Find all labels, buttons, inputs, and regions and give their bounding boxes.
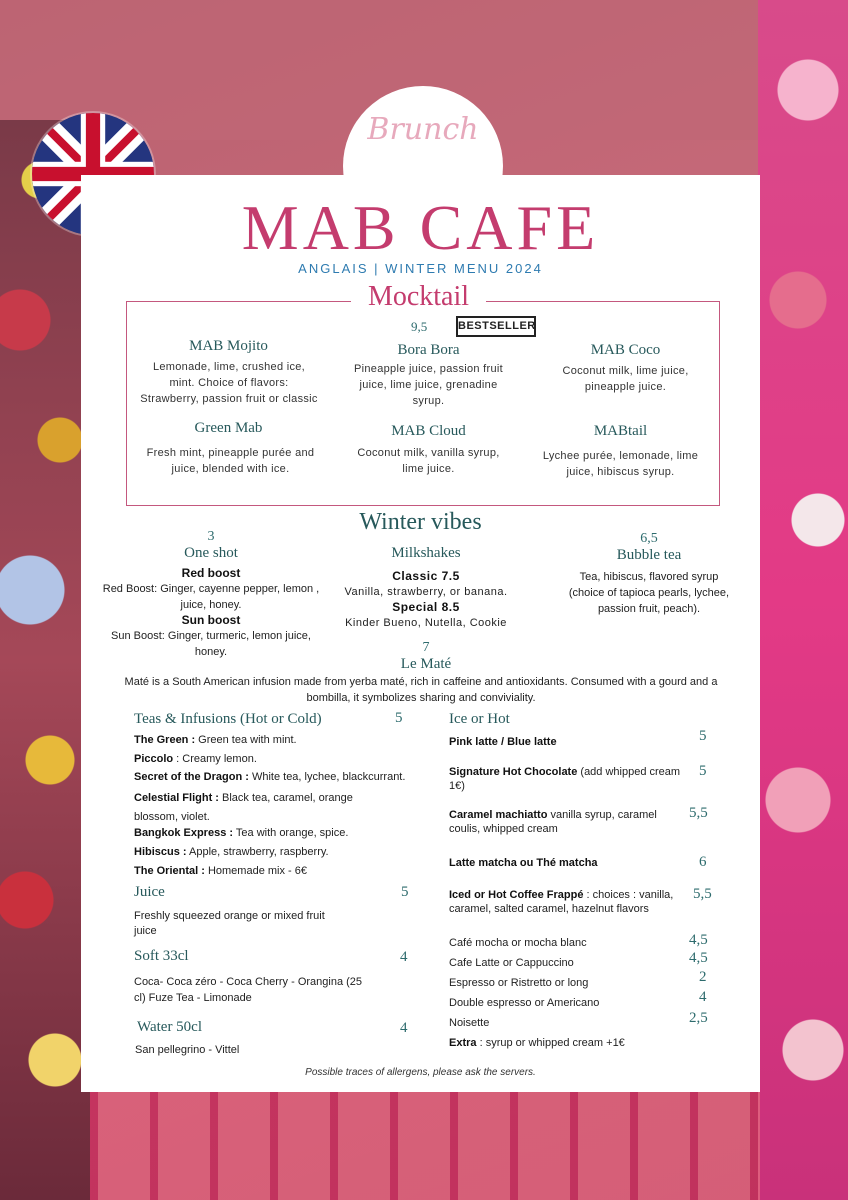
red-boost-title: Red boost — [181, 566, 241, 580]
milkshake-special: Special 8.5 — [392, 600, 460, 614]
sun-boost-title: Sun boost — [181, 613, 241, 627]
mocktail-item-name: MABtail — [593, 423, 648, 439]
page-title: MAB CAFE — [241, 192, 600, 263]
mate-price: 7 — [422, 640, 430, 655]
pink-door-decoration — [90, 1092, 760, 1200]
soft-title: Soft 33cl — [134, 948, 189, 964]
mate-desc: Maté is a South American infusion made from yerba maté, rich in caffeine and antioxidants. Consumed with a gourd and a bombilla, it symbolizes sharing and conviviality. — [124, 676, 718, 704]
soft-desc: Coca- Coca zéro - Coca Cherry - Orangina (25 cl) Fuze Tea - Limonade — [134, 976, 363, 1004]
icehot-price: 5,5 — [693, 886, 712, 902]
mocktail-title: Mocktail — [351, 281, 486, 313]
teas-price: 5 — [395, 710, 403, 726]
icehot-simple-item: Double espresso or Americano — [449, 997, 600, 1009]
red-boost-desc: Red Boost: Ginger, cayenne pepper, lemon , juice, honey. — [102, 583, 320, 611]
icehot-simple-item: Cafe Latte or Cappuccino — [449, 957, 574, 969]
icehot-item: Latte matcha ou Thé matcha — [449, 857, 598, 869]
mocktail-item-name: MAB Mojito — [189, 338, 268, 354]
tea-item: Secret of the Dragon : White tea, lychee, blackcurrant. — [134, 771, 406, 783]
icehot-price: 6 — [699, 854, 707, 870]
milkshake-classic: Classic 7.5 — [392, 569, 460, 583]
soft-price: 4 — [400, 949, 408, 965]
water-price: 4 — [400, 1020, 408, 1036]
mocktail-item-name: MAB Cloud — [391, 423, 466, 439]
bubble-tea-title: Bubble tea — [616, 547, 682, 563]
teas-title: Teas & Infusions (Hot or Cold) — [134, 711, 322, 727]
water-desc: San pellegrino - Vittel — [135, 1044, 240, 1056]
mocktail-item-name: MAB Coco — [590, 342, 661, 358]
juice-desc: Freshly squeezed orange or mixed fruit juice — [134, 910, 325, 937]
mate-title: Le Maté — [400, 656, 452, 672]
tea-item: The Oriental : Homemade mix - 6€ — [134, 865, 307, 877]
mocktail-item-desc: Lemonade, lime, crushed ice, mint. Choice of flavors: Strawberry, passion fruit or classic — [140, 361, 318, 405]
mocktail-item-desc: Lychee purée, lemonade, lime juice, hibiscus syrup. — [542, 450, 699, 478]
mocktail-item-name: Bora Bora — [397, 342, 460, 358]
mocktail-item-desc: Fresh mint, pineapple purée and juice, blended with ice. — [146, 447, 315, 475]
mocktail-item-desc: Coconut milk, vanilla syrup, lime juice. — [357, 447, 500, 475]
extra-line: Extra : syrup or whipped cream +1€ — [449, 1037, 625, 1049]
icehot-price: 5 — [699, 763, 707, 779]
icehot-price: 5,5 — [689, 805, 708, 821]
juice-title: Juice — [134, 884, 165, 900]
winter-vibes-title: Winter vibes — [359, 509, 482, 535]
bubble-tea-desc: Tea, hibiscus, flavored syrup (choice of tapioca pearls, lychee, passion fruit, peach). — [568, 571, 730, 615]
water-title: Water 50cl — [137, 1019, 203, 1035]
milkshake-classic-desc: Vanilla, strawberry, or banana. — [344, 586, 508, 598]
page-subtitle: ANGLAIS | WINTER MENU 2024 — [298, 261, 543, 276]
milkshakes-title: Milkshakes — [391, 545, 461, 561]
icehot-price: 5 — [699, 728, 707, 744]
mocktail-price: 9,5 — [411, 319, 428, 334]
tea-item: Bangkok Express : Tea with orange, spice. — [134, 827, 349, 839]
icehot-simple-price: 2 — [699, 969, 707, 985]
icehot-title: Ice or Hot — [449, 711, 510, 727]
sun-boost-desc: Sun Boost: Ginger, turmeric, lemon juice, honey. — [111, 630, 311, 658]
tea-item: The Green : Green tea with mint. — [134, 734, 297, 746]
oneshot-title: One shot — [184, 545, 238, 561]
icehot-simple-price: 4 — [699, 989, 707, 1005]
icehot-simple-item: Espresso or Ristretto or long — [449, 977, 589, 989]
bubble-tea-price: 6,5 — [640, 531, 658, 546]
icehot-simple-item: Café mocha or mocha blanc — [449, 937, 587, 949]
icehot-simple-price: 2,5 — [689, 1010, 708, 1026]
menu-card — [81, 175, 760, 1092]
icehot-simple-price: 4,5 — [689, 950, 708, 966]
mocktail-item-name: Green Mab — [194, 420, 263, 436]
icehot-item: Caramel machiatto vanilla syrup, caramel coulis, whipped cream — [449, 809, 657, 835]
flower-decoration-right — [758, 0, 848, 1200]
tea-item: Hibiscus : Apple, strawberry, raspberry. — [134, 846, 329, 858]
mocktail-item-desc: Coconut milk, lime juice, pineapple juice. — [562, 365, 689, 393]
oneshot-price: 3 — [207, 529, 215, 544]
brunch-label: Brunch — [367, 112, 479, 147]
juice-price: 5 — [401, 884, 409, 900]
icehot-simple-price: 4,5 — [689, 932, 708, 948]
icehot-item: Signature Hot Chocolate (add whipped cream 1€) — [449, 766, 681, 792]
mocktail-item-desc: Pineapple juice, passion fruit juice, lime juice, grenadine syrup. — [353, 363, 504, 407]
allergen-note: Possible traces of allergens, please ask the servers. — [305, 1067, 536, 1078]
bestseller-badge: BESTSELLER — [456, 316, 536, 337]
icehot-item: Pink latte / Blue latte — [449, 736, 557, 748]
milkshake-special-desc: Kinder Bueno, Nutella, Cookie — [345, 617, 507, 629]
icehot-simple-item: Noisette — [449, 1017, 490, 1029]
flower-decoration-left — [0, 120, 90, 1200]
icehot-item: Iced or Hot Coffee Frappé : choices : vanilla, caramel, salted caramel, hazelnut flavors — [449, 889, 674, 915]
tea-item: Piccolo : Creamy lemon. — [134, 753, 257, 765]
tea-item: Celestial Flight : Black tea, caramel, orange blossom, violet. — [134, 792, 353, 823]
